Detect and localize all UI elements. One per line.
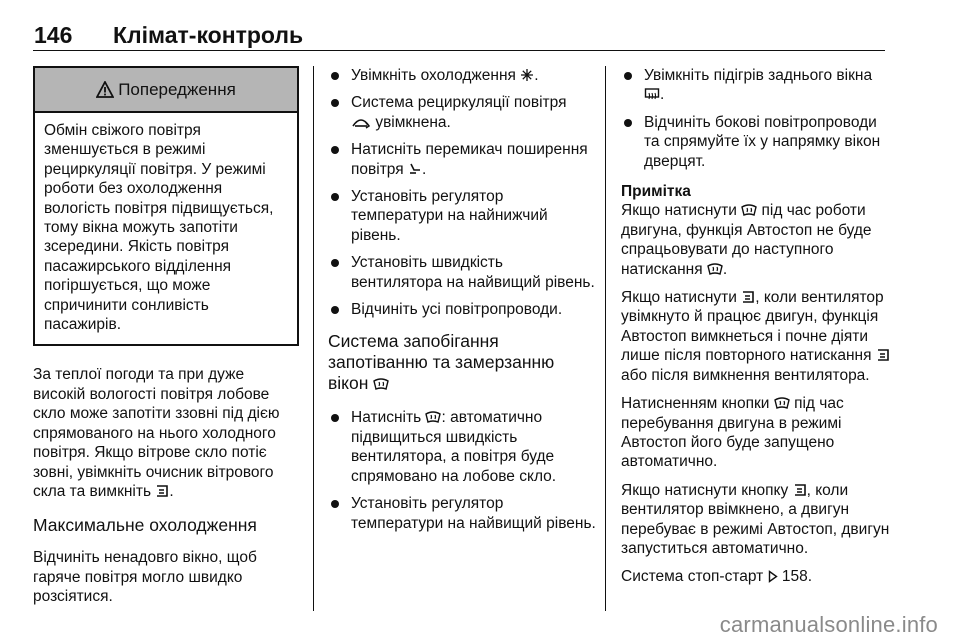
windscreen-defrost-icon: [373, 377, 389, 391]
list-item: Система рециркуляції повітря увімкнена.: [328, 93, 598, 132]
defog-steps: [328, 408, 598, 532]
airflow-windscreen-icon: [741, 290, 755, 304]
warning-icon: [96, 81, 114, 98]
rear-window-heat-icon: [644, 87, 660, 101]
max-cooling-paragraph: Відчиніть ненадовго вікно, щоб гаряче повітря могло швидко розсіятися.: [33, 549, 257, 606]
page-title: Клімат-контроль: [113, 22, 304, 48]
column-left: [33, 66, 299, 607]
section-heading-max-cooling: Максимальне охолодження: [33, 515, 257, 536]
list-item: Відчиніть усі повітропроводи.: [328, 300, 598, 319]
note-paragraph: Якщо натиснути , коли вентилятор увімкнуто й працює двигун, функція Автостоп вимкнеться і почне діяти лише після повторного натискання або після вимкнення вентилятора.: [621, 288, 891, 385]
list-item: Установіть регулятор температури на найнижчий рівень.: [328, 187, 598, 245]
list-item: Відчиніть бокові повітропроводи та спрямуйте їх у напрямку вікон дверцят.: [621, 113, 891, 171]
snowflake-icon: [520, 68, 534, 82]
warning-title: Попередження: [118, 79, 236, 99]
column-divider: [605, 66, 606, 611]
list-item: Установіть регулятор температури на найвищий рівень.: [328, 494, 598, 533]
humidity-paragraph: За теплої погоди та при дуже високій вологості повітря лобове скло може запотіти ззовні під дією спрямованого на нього холодного повітря. Якщо вітрове скло потіє зовні, увімкніть очисник вітрового скла та вимкніть .: [33, 366, 280, 500]
section-heading-defog: Система запобігання запотіванню та замерзанню вікон: [328, 331, 555, 394]
page-number: 146: [34, 22, 73, 48]
list-item: Увімкніть охолодження .: [328, 66, 598, 85]
airflow-windscreen-icon: [876, 348, 890, 362]
watermark: carmanualsonline.info: [719, 612, 938, 637]
list-item: Натисніть : автоматично підвищиться швидкість вентилятора, а повітря буде спрямовано на лобове скло.: [328, 408, 598, 486]
column-right: [621, 66, 891, 587]
header-rule: [33, 50, 885, 51]
windscreen-defrost-icon: [741, 203, 757, 217]
cross-reference[interactable]: Система стоп-старт 158.: [621, 568, 813, 586]
warning-box: [33, 66, 299, 346]
note-paragraph: Якщо натиснути кнопку , коли вентилятор ввімкнено, а двигун перебуває в режимі Автостоп, двигун запуститься автоматично.: [621, 481, 890, 557]
windscreen-defrost-icon: [425, 410, 441, 424]
max-cooling-steps: [328, 66, 598, 319]
defog-steps-continued: [621, 66, 891, 171]
cross-reference-arrow-icon: [768, 570, 778, 583]
warning-text: Обмін свіжого повітря зменшується в режимі рециркуляції повітря. У режимі роботи без охолодження вологість повітря підвищується, тому вікна можуть запотіти зсередини. Якість повітря пасажирського відділення погіршується, що може спричинити сонливість пасажирів.: [44, 122, 274, 334]
windscreen-defrost-icon: [707, 262, 723, 276]
recirculation-icon: [351, 117, 371, 129]
note-label: Примітка: [621, 183, 691, 201]
airflow-windscreen-icon: [793, 483, 807, 497]
airflow-footwell-icon: [408, 162, 422, 176]
warning-header: [35, 68, 297, 113]
windscreen-defrost-icon: [774, 396, 790, 410]
column-divider: [313, 66, 314, 611]
list-item: Натисніть перемикач поширення повітря .: [328, 140, 598, 179]
note-paragraph: Якщо натиснути під час роботи двигуна, функція Автостоп не буде спрацьовувати до наступного натискання .: [621, 202, 872, 278]
airflow-windscreen-icon: [155, 484, 169, 498]
list-item: Увімкніть підігрів заднього вікна .: [621, 66, 891, 105]
note-paragraph: Натисненням кнопки під час перебування двигуна в режимі Автостоп його буде запущено автоматично.: [621, 395, 844, 471]
column-middle: [328, 66, 598, 541]
list-item: Установіть швидкість вентилятора на найвищий рівень.: [328, 253, 598, 292]
